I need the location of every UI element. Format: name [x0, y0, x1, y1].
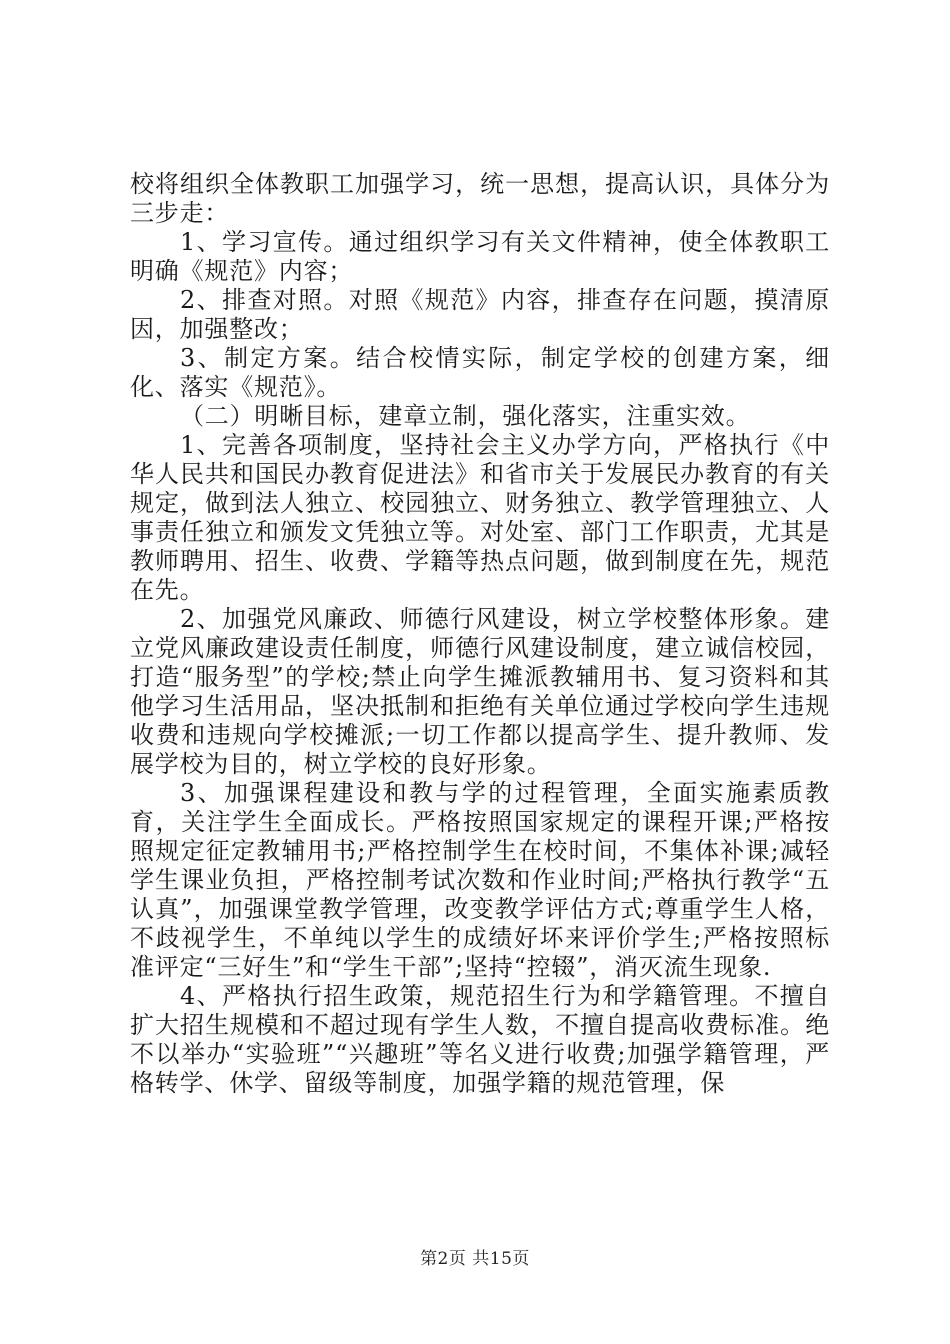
paragraph-continuation: 校将组织全体教职工加强学习，统一思想，提高认识，具体分为三步走：	[130, 170, 830, 227]
paragraph-step-3: 3、制定方案。结合校情实际，制定学校的创建方案，细化、落实《规范》。	[130, 344, 830, 401]
document-body	[130, 170, 830, 1098]
page-number-footer: 第2页 共15页	[420, 1249, 530, 1269]
paragraph-item-2: 2、加强党风廉政、师德行风建设，树立学校整体形象。建立党风廉政建设责任制度，师德行风建设制度，建立诚信校园，打造“服务型”的学校;禁止向学生摊派教辅用书、复习资料和其他学习生活用品，坚决抵制和拒绝有关单位通过学校向学生违规收费和违规向学校摊派;一切工作都以提高学生、提升教师、发展学校为目的，树立学校的良好形象。	[130, 605, 830, 778]
paragraph-item-3: 3、加强课程建设和教与学的过程管理，全面实施素质教育，关注学生全面成长。严格按照国家规定的课程开课;严格按照规定征定教辅用书;严格控制学生在校时间，不集体补课;减轻学生课业负担，严格控制考试次数和作业时间;严格执行教学“五认真”，加强课堂教学管理，改变教学评估方式;尊重学生人格，不歧视学生，不单纯以学生的成绩好坏来评价学生;严格按照标准评定“三好生”和“学生干部”;坚持“控辍”，消灭流生现象.	[130, 779, 830, 981]
paragraph-step-1: 1、学习宣传。通过组织学习有关文件精神，使全体教职工明确《规范》内容；	[130, 228, 830, 285]
paragraph-step-2: 2、排查对照。对照《规范》内容，排查存在问题，摸清原因，加强整改；	[130, 286, 830, 343]
section-heading: （二）明晰目标，建章立制，强化落实，注重实效。	[180, 402, 751, 430]
paragraph-item-4: 4、严格执行招生政策，规范招生行为和学籍管理。不擅自扩大招生规模和不超过现有学生人数，不擅自提高收费标准。绝不以举办“实验班”“兴趣班”等名义进行收费;加强学籍管理，严格转学、休学、留级等制度，加强学籍的规范管理，保	[130, 982, 830, 1097]
paragraph-item-1: 1、完善各项制度，坚持社会主义办学方向，严格执行《中华人民共和国民办教育促进法》和省市关于发展民办教育的有关规定，做到法人独立、校园独立、财务独立、教学管理独立、人事责任独立和颁发文凭独立等。对处室、部门工作职责，尤其是教师聘用、招生、收费、学籍等热点问题，做到制度在先，规范在先。	[130, 431, 830, 604]
